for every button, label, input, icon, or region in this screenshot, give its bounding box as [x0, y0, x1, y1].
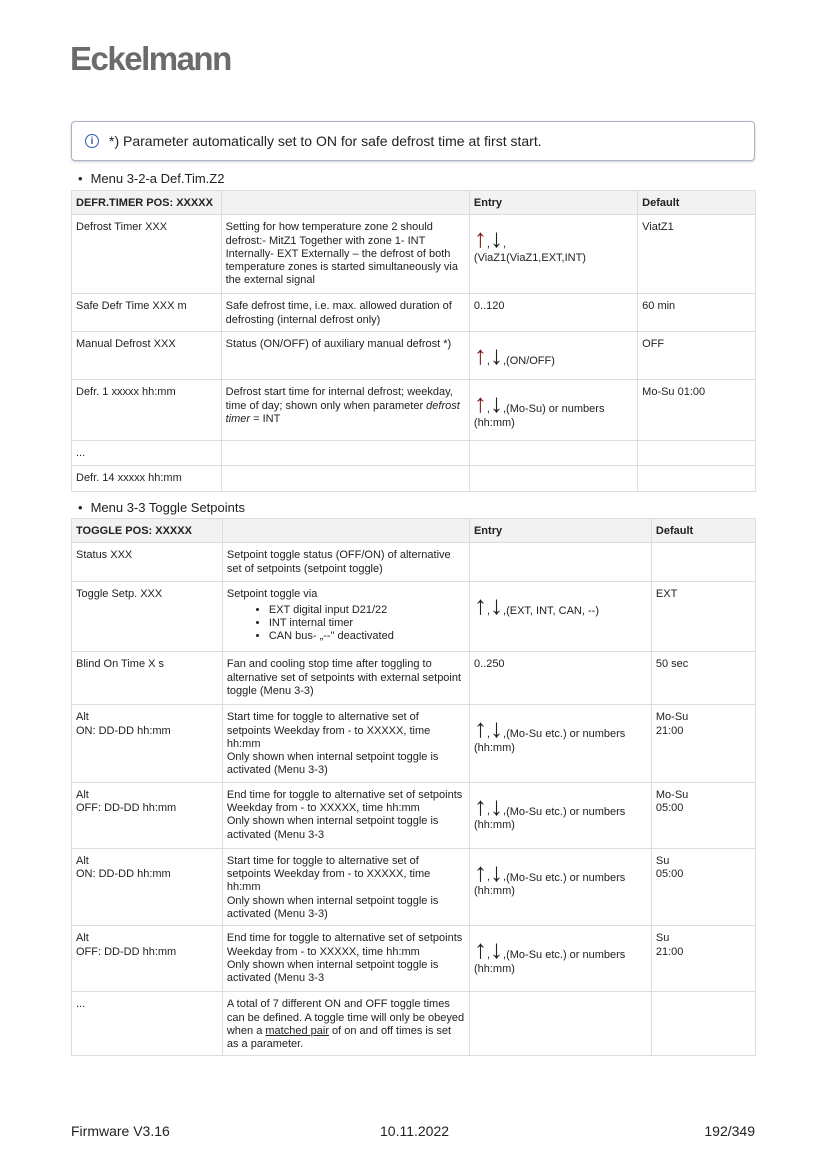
entry-values: 0..120 [473, 300, 505, 313]
comma-separator: , [486, 238, 490, 250]
entry-arrows [473, 934, 507, 965]
arrow-up-icon: ↑ [473, 223, 487, 254]
parameter-name: Blind On Time X s [72, 652, 223, 705]
info-note-text: *) Parameter automatically set to ON for safe defrost time at first start. [109, 133, 542, 149]
table-row [72, 294, 756, 332]
arrow-down-icon: ↓ [490, 856, 504, 887]
arrow-up-icon: ↑ [473, 590, 487, 621]
table-row [72, 543, 756, 582]
footer-page-number: 192/349 [704, 1123, 755, 1139]
entry-values: (Mo-Su etc.) or numbers (hh:mm) [473, 728, 626, 754]
eckelmann-logo: Eckelmann [70, 40, 231, 77]
description-text-after: = INT [250, 412, 281, 425]
entry-arrows [473, 590, 507, 621]
section-title-defrost-timer: • Menu 3-2-a Def.Tim.Z2 [78, 171, 224, 186]
entry-cell [469, 848, 651, 925]
parameter-name: ... [72, 441, 222, 466]
entry-cell [469, 466, 637, 492]
description-text: End time for toggle to alternative set of setpoints Weekday from - to XXXXX, time hh:mm Only shown when internal setpoint toggle is activated (Menu 3-3 [226, 932, 463, 985]
table-row [72, 782, 756, 848]
entry-values: (Mo-Su etc.) or numbers (hh:mm) [473, 871, 626, 898]
parameter-name: Defr. 14 xxxxx hh:mm [72, 466, 222, 492]
description-text: Start time for toggle to alternative set of setpoints Weekday from - to XXXXX, time hh:mm Only shown when internal setpoint toggle is activated (Menu 3-3) [226, 854, 439, 920]
parameter-name: Defr. 1 xxxxx hh:mm [72, 380, 222, 441]
comma-separator: , [503, 871, 507, 884]
entry-values: (Mo-Su etc.) or numbers (hh:mm) [473, 949, 626, 975]
parameter-description [222, 543, 469, 582]
parameter-description [222, 992, 469, 1056]
arrow-down-icon: ↓ [490, 713, 504, 744]
comma-separator: , [486, 871, 491, 884]
parameter-name: Alt OFF: DD-DD hh:mm [72, 926, 223, 992]
comma-separator: , [486, 605, 491, 617]
table-header-row [72, 519, 756, 543]
table-row [72, 380, 756, 441]
description-text: End time for toggle to alternative set of setpoints Weekday from - to XXXXX, time hh:mm Only shown when internal setpoint toggle is activated (Menu 3-3 [226, 788, 463, 841]
comma-separator: , [502, 403, 507, 415]
default-value: Mo-Su 05:00 [651, 782, 755, 848]
description-list-item: • EXT digital input D21/22 [269, 604, 465, 617]
arrow-up-icon: ↑ [473, 713, 487, 744]
parameter-description [222, 782, 469, 848]
column-header [222, 519, 469, 543]
description-underline: matched pair [265, 1024, 329, 1037]
entry-values: (EXT, INT, CAN, --) [506, 605, 599, 618]
section-title-toggle-setpoints: • Menu 3-3 Toggle Setpoints [78, 500, 245, 515]
table-row [72, 215, 756, 294]
parameter-name: Safe Defr Time XXX m [72, 294, 222, 332]
parameter-description [222, 582, 469, 652]
parameter-description [221, 332, 469, 380]
column-header: Entry [469, 191, 637, 215]
description-list-item: • INT internal timer [269, 617, 465, 630]
comma-separator: , [503, 605, 507, 617]
entry-values: (ViaZ1(ViaZ1,EXT,INT) [473, 251, 586, 264]
parameter-name: ... [72, 992, 223, 1056]
parameter-description [221, 294, 469, 332]
description-text: Start time for toggle to alternative set of setpoints Weekday from - to XXXXX, time hh:mm Only shown when internal setpoint toggle is activated (Menu 3-3) [226, 711, 439, 777]
comma-separator: , [502, 238, 507, 250]
entry-values: (ON/OFF) [506, 355, 555, 368]
default-value: ViatZ1 [638, 215, 756, 294]
default-value [651, 992, 755, 1056]
entry-values: (Mo-Su etc.) or numbers (hh:mm) [473, 805, 626, 832]
description-text: Fan and cooling stop time after toggling to alternative set of setpoints with external setpoint toggle (Menu 3-3) [226, 658, 462, 697]
default-value: Su 21:00 [651, 926, 755, 992]
parameter-description [222, 848, 469, 925]
default-value: Mo-Su 01:00 [638, 380, 756, 441]
info-note [71, 121, 755, 161]
description-list-item: • CAN bus- „--" deactivated [269, 630, 465, 643]
default-value [638, 441, 756, 466]
entry-cell [469, 380, 637, 441]
toggle-setpoints-table [71, 518, 756, 1056]
entry-cell [469, 652, 651, 705]
table-row [72, 441, 756, 466]
parameter-description [221, 466, 469, 492]
parameter-description [222, 652, 469, 705]
arrow-up-icon: ↑ [473, 934, 487, 965]
comma-separator: , [503, 805, 507, 818]
description-text: Status (ON/OFF) of auxiliary manual defrost *) [225, 338, 452, 351]
parameter-name: Alt ON: DD-DD hh:mm [72, 848, 223, 925]
description-emphasis: defrost timer [225, 399, 460, 425]
description-text: Setpoint toggle status (OFF/ON) of alternative set of setpoints (setpoint toggle) [226, 549, 451, 575]
parameter-name: Alt ON: DD-DD hh:mm [72, 705, 223, 782]
entry-cell [469, 215, 637, 294]
description-list [227, 604, 465, 644]
table-row [72, 848, 756, 925]
entry-cell [469, 543, 651, 582]
column-header: DEFR.TIMER POS: XXXXX [72, 191, 222, 215]
arrow-up-icon: ↑ [473, 856, 487, 887]
table-row [72, 705, 756, 782]
description-text: Setpoint toggle via [226, 588, 318, 601]
column-header: TOGGLE POS: XXXXX [72, 519, 223, 543]
description-text: Defrost start time for internal defrost; weekday, time of day; shown only when parameter [225, 386, 453, 412]
default-value: OFF [638, 332, 756, 380]
parameter-name: Status XXX [72, 543, 223, 582]
parameter-name: Alt OFF: DD-DD hh:mm [72, 782, 223, 848]
default-value [651, 543, 755, 582]
comma-separator: , [486, 728, 491, 740]
description-text: Setting for how temperature zone 2 should defrost:- MitZ1 Together with zone 1- INT Internally- EXT Externally – the defrost of both temperature zones is started simultaneously via the external signal [225, 221, 458, 287]
parameter-description [221, 215, 469, 294]
arrow-up-icon: ↑ [473, 790, 487, 821]
description-text: Safe defrost time, i.e. max. allowed duration of defrosting (internal defrost only) [225, 300, 452, 326]
parameter-name: Toggle Setp. XXX [72, 582, 223, 652]
parameter-description [221, 441, 469, 466]
entry-values: 0..250 [473, 658, 505, 671]
column-header: Default [638, 191, 756, 215]
parameter-description [222, 705, 469, 782]
arrow-down-icon: ↓ [490, 934, 504, 965]
entry-cell [469, 582, 651, 652]
default-value: 60 min [638, 294, 756, 332]
default-value [638, 466, 756, 492]
parameter-name: Manual Defrost XXX [72, 332, 222, 380]
table-row [72, 582, 756, 652]
comma-separator: , [503, 948, 507, 961]
arrow-down-icon: ↓ [490, 790, 504, 821]
entry-cell [469, 332, 637, 380]
entry-arrows [473, 340, 507, 371]
parameter-description [221, 380, 469, 441]
arrow-down-icon: ↓ [490, 590, 504, 621]
table-row [72, 992, 756, 1056]
default-value: EXT [651, 582, 755, 652]
info-icon: i [85, 134, 99, 148]
comma-separator: , [486, 948, 491, 961]
entry-cell [469, 705, 651, 782]
arrow-up-icon: ↑ [473, 340, 487, 371]
table-row [72, 926, 756, 992]
footer-firmware: Firmware V3.16 [71, 1123, 170, 1139]
table-row [72, 652, 756, 705]
default-value: 50 sec [651, 652, 755, 705]
entry-cell [469, 992, 651, 1056]
comma-separator: , [486, 355, 490, 367]
description-text: A total of 7 different ON and OFF toggle times can be defined. A toggle time will only be obeyed when a [226, 998, 465, 1037]
entry-values: (Mo-Su) or numbers (hh:mm) [473, 403, 605, 429]
default-value: Mo-Su 21:00 [651, 705, 755, 782]
table-header-row [72, 191, 756, 215]
table-row [72, 466, 756, 492]
arrow-down-icon: ↓ [489, 223, 503, 254]
arrow-up-icon: ↑ [473, 388, 487, 419]
entry-arrows [473, 388, 507, 419]
column-header: Entry [469, 519, 651, 543]
parameter-name: Defrost Timer XXX [72, 215, 222, 294]
default-value: Su 05:00 [651, 848, 755, 925]
footer-date: 10.11.2022 [380, 1123, 450, 1139]
column-header [221, 191, 469, 215]
table-row [72, 332, 756, 380]
comma-separator: , [486, 805, 491, 818]
description-text-after: of on and off times is set as a parameter. [226, 1024, 452, 1051]
column-header: Default [651, 519, 755, 543]
entry-cell [469, 926, 651, 992]
defrost-timer-table [71, 190, 756, 492]
entry-arrows [473, 790, 507, 821]
comma-separator: , [503, 728, 507, 740]
comma-separator: , [486, 403, 490, 415]
entry-cell [469, 294, 637, 332]
entry-arrows [473, 856, 507, 887]
arrow-down-icon: ↓ [489, 340, 503, 371]
parameter-description [222, 926, 469, 992]
entry-cell [469, 782, 651, 848]
entry-arrows [473, 223, 507, 254]
comma-separator: , [502, 355, 507, 367]
entry-arrows [473, 713, 507, 744]
entry-cell [469, 441, 637, 466]
arrow-down-icon: ↓ [489, 388, 503, 419]
